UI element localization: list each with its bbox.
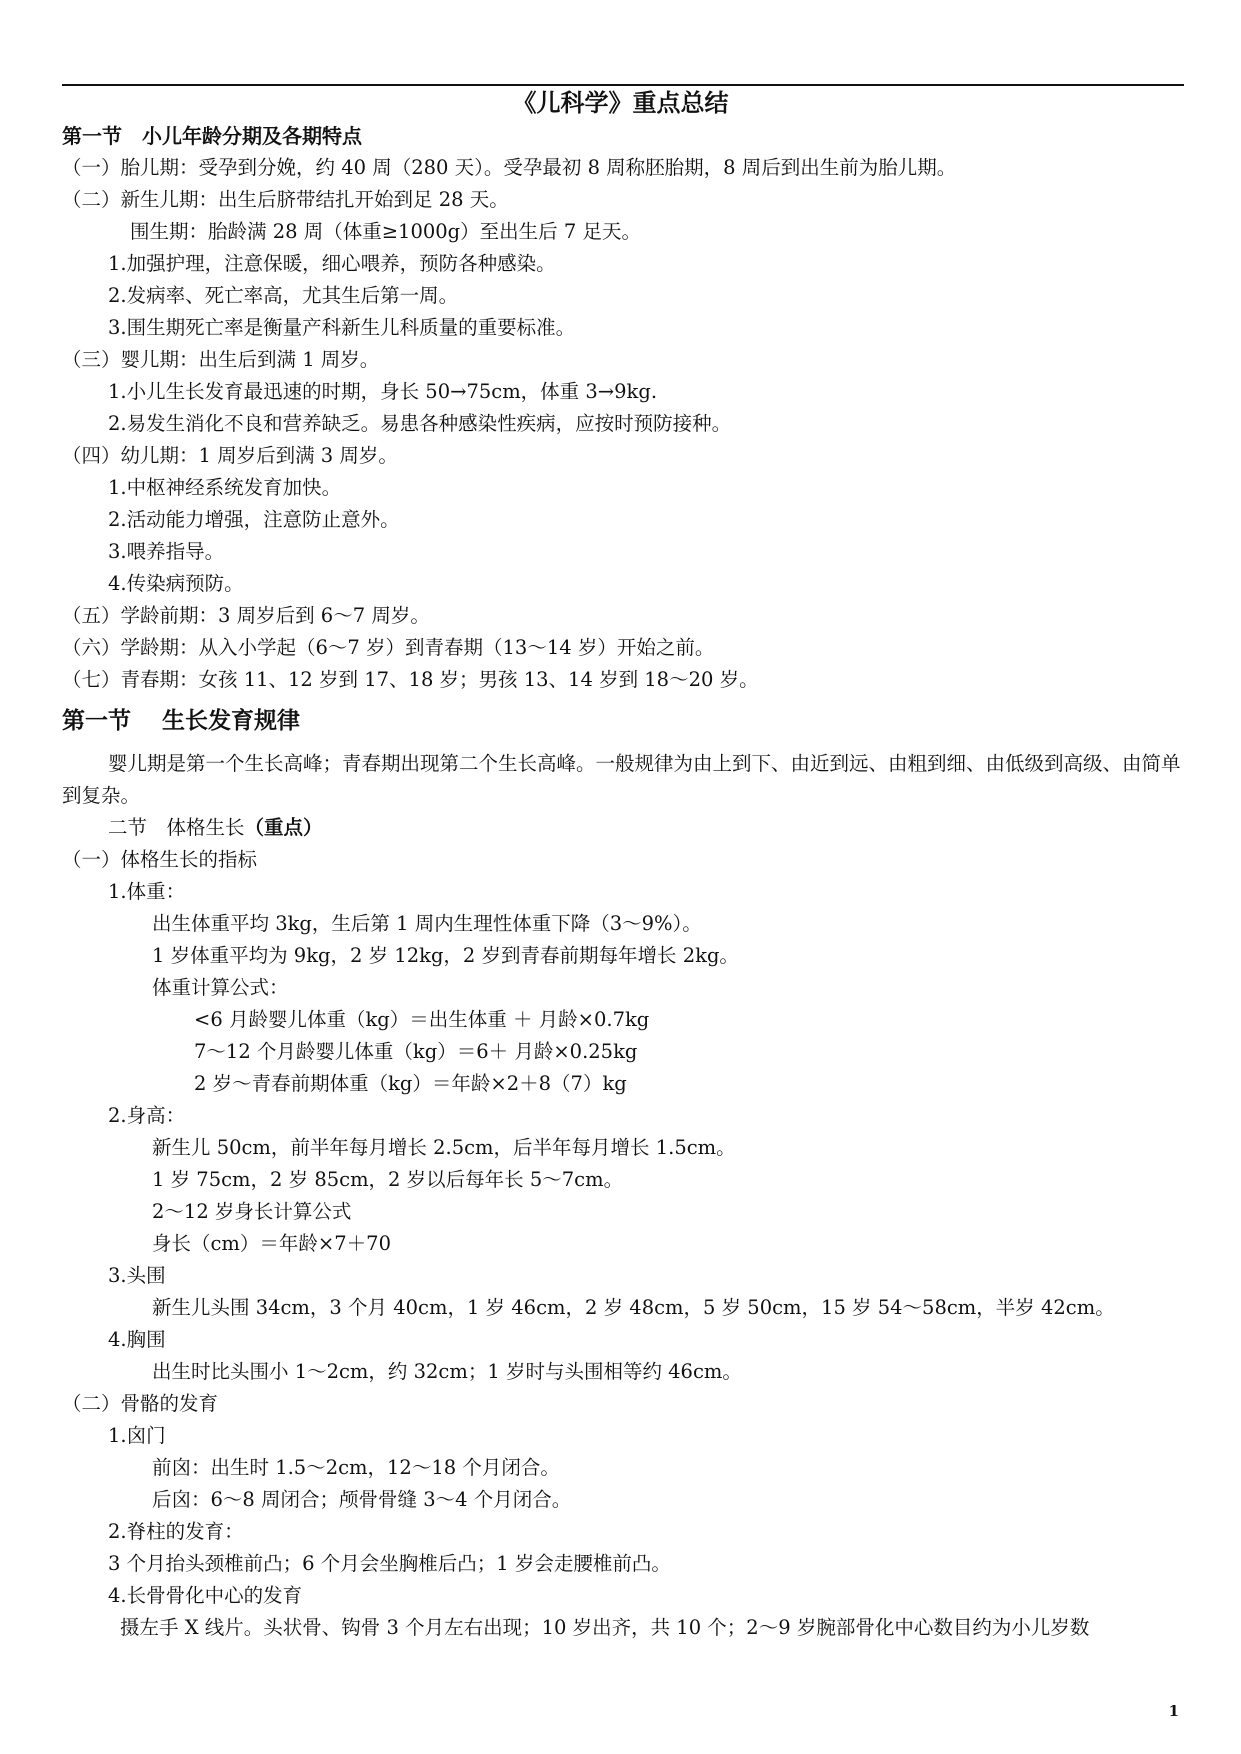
formula-line: 7～12 个月龄婴儿体重（kg）＝6＋ 月龄×0.25kg (194, 1040, 638, 1063)
list-item: 出生体重平均 3kg，生后第 1 周内生理性体重下降（3～9%）。 (152, 912, 702, 935)
list-item: 1.加强护理，注意保暖，细心喂养，预防各种感染。 (108, 252, 556, 275)
list-item: （六）学龄期：从入小学起（6～7 岁）到青春期（13～14 岁）开始之前。 (62, 636, 715, 659)
section-heading-age-periods: 第一节 小儿年龄分期及各期特点 (62, 124, 362, 148)
list-item: （二）新生儿期：出生后脐带结扎开始到足 28 天。 (62, 188, 509, 211)
list-item: 围生期：胎龄满 28 周（体重≥1000g）至出生后 7 足天。 (130, 220, 641, 243)
list-item: 2.脊柱的发育： (108, 1520, 244, 1543)
list-item: 2.身高： (108, 1104, 186, 1127)
list-item: （二）骨骼的发育 (62, 1392, 219, 1415)
subsection-heading (108, 812, 323, 844)
formula-line: 身长（cm）＝年龄×7＋70 (152, 1232, 391, 1255)
list-item: 前囟：出生时 1.5～2cm，12～18 个月闭合。 (152, 1456, 560, 1479)
list-item: 1 岁 75cm，2 岁 85cm，2 岁以后每年长 5～7cm。 (152, 1168, 624, 1191)
list-item: 4.长骨骨化中心的发育 (108, 1584, 303, 1607)
list-item: 1.体重： (108, 880, 186, 903)
list-item: 3 个月抬头颈椎前凸；6 个月会坐胸椎后凸；1 岁会走腰椎前凸。 (108, 1552, 671, 1575)
list-item: 3.围生期死亡率是衡量产科新生儿科质量的重要标准。 (108, 316, 576, 339)
list-item: 1.囟门 (108, 1424, 166, 1447)
list-item: 新生儿头围 34cm，3 个月 40cm，1 岁 46cm，2 岁 48cm，5 岁 50cm，15 岁 54～58cm，半岁 42cm。 (152, 1296, 1115, 1319)
list-item: 2.活动能力增强，注意防止意外。 (108, 508, 400, 531)
list-item: 后囟：6～8 周闭合；颅骨骨缝 3～4 个月闭合。 (152, 1488, 572, 1511)
intro-paragraph: 婴儿期是第一个生长高峰；青春期出现第二个生长高峰。一般规律为由上到下、由近到远、由粗到细、由低级到高级、由简单到复杂。 (62, 752, 1181, 807)
section-heading-growth-rules: 第一节 生长发育规律 (62, 707, 301, 734)
list-item: （七）青春期：女孩 11、12 岁到 17、18 岁；男孩 13、14 岁到 18～20 岁。 (62, 668, 759, 691)
list-item: 3.喂养指导。 (108, 540, 225, 563)
document-title: 《儿科学》重点总结 (512, 88, 729, 117)
list-item: 2.发病率、死亡率高，尤其生后第一周。 (108, 284, 459, 307)
list-item: （一）胎儿期：受孕到分娩，约 40 周（280 天）。受孕最初 8 周称胚胎期，8 周后到出生前为胎儿期。 (62, 156, 957, 179)
subsection-heading-emphasis: （重点） (244, 816, 323, 839)
list-item: 3.头围 (108, 1264, 166, 1287)
page-number: 1 (1168, 1702, 1179, 1720)
list-item: 出生时比头围小 1～2cm，约 32cm；1 岁时与头围相等约 46cm。 (152, 1360, 742, 1383)
list-item: 1.中枢神经系统发育加快。 (108, 476, 342, 499)
list-item: 2.易发生消化不良和营养缺乏。易患各种感染性疾病，应按时预防接种。 (108, 412, 732, 435)
formula-line: <6 月龄婴儿体重（kg）＝出生体重 ＋ 月龄×0.7kg (194, 1008, 650, 1031)
list-item: 新生儿 50cm，前半年每月增长 2.5cm，后半年每月增长 1.5cm。 (152, 1136, 736, 1159)
list-item: 4.传染病预防。 (108, 572, 244, 595)
list-item: 1 岁体重平均为 9kg，2 岁 12kg，2 岁到青春前期每年增长 2kg。 (152, 944, 739, 967)
list-item: 2～12 岁身长计算公式 (152, 1200, 352, 1223)
list-item: 1.小儿生长发育最迅速的时期，身长 50→75cm，体重 3→9kg. (108, 380, 658, 403)
list-item: （一）体格生长的指标 (62, 848, 258, 871)
list-item: 4.胸围 (108, 1328, 166, 1351)
formula-line: 2 岁～青春前期体重（kg）＝年龄×2＋8（7）kg (194, 1072, 627, 1095)
list-item: 摄左手 X 线片。头状骨、钩骨 3 个月左右出现；10 岁出齐，共 10 个；2～9 岁腕部骨化中心数目约为小儿岁数 (120, 1616, 1090, 1639)
list-item: （四）幼儿期：1 周岁后到满 3 周岁。 (62, 444, 398, 467)
list-item: （三）婴儿期：出生后到满 1 周岁。 (62, 348, 380, 371)
list-item: 体重计算公式： (152, 976, 289, 999)
list-item: （五）学龄前期：3 周岁后到 6～7 周岁。 (62, 604, 430, 627)
subsection-heading-text: 二节 体格生长 (108, 816, 245, 839)
